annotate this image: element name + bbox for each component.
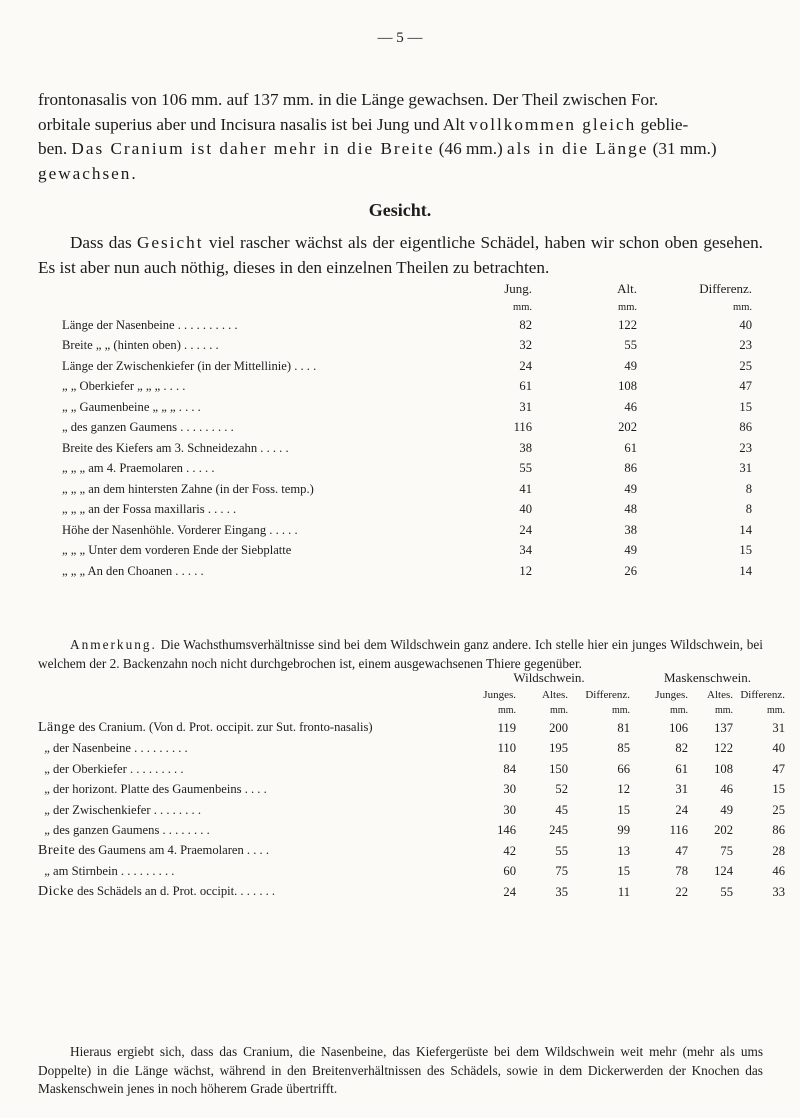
cell-jung: 40 xyxy=(519,502,532,517)
page-number: — 5 — xyxy=(377,30,423,46)
cell-alt: 61 xyxy=(624,440,637,455)
cell-jung: 82 xyxy=(519,317,532,332)
cell-value: 60 xyxy=(503,864,516,879)
cell-value: 13 xyxy=(617,843,630,858)
cell-value: 84 xyxy=(503,761,516,776)
cell-value: 106 xyxy=(669,720,688,735)
cell-value: 85 xyxy=(617,741,630,756)
cell-value: 86 xyxy=(772,823,785,838)
cell-diff: 31 xyxy=(739,461,752,476)
table-row xyxy=(62,459,752,480)
face-paragraph: Dass das Gesicht viel rascher wächst als der eigentliche Schädel, haben wir schon oben gesehen. Es ist aber nun auch nöthig, dieses in den einzelnen Theilen zu betrachten. xyxy=(38,233,763,277)
row-label: „ der Nasenbeine . . . . . . . . . xyxy=(38,741,188,756)
cell-value: 35 xyxy=(555,884,568,899)
cell-diff: 8 xyxy=(745,502,752,517)
table-row xyxy=(62,377,752,398)
row-label: „ am Stirnbein . . . . . . . . . xyxy=(38,864,175,879)
cell-diff: 15 xyxy=(739,543,752,558)
cell-diff: 14 xyxy=(739,563,752,578)
table-row xyxy=(38,841,785,862)
row-label: „ „ „ am 4. Praemolaren . . . . . xyxy=(62,461,215,476)
cell-jung: 24 xyxy=(519,522,532,537)
cell-jung: 61 xyxy=(519,379,532,394)
row-label: Breite des Kiefers am 3. Schneidezahn . . . . . xyxy=(62,440,289,455)
cell-value: 49 xyxy=(720,802,733,817)
table-row xyxy=(62,500,752,521)
cell-value: 12 xyxy=(617,782,630,797)
intro-paragraph: frontonasalis von 106 mm. auf 137 mm. in die Länge gewachsen. Der Theil zwischen For. orbitale superius aber und Incisura nasalis ist bei Jung und Alt vollkommen gleich geblie- ben. Das Cranium ist daher mehr in die Breite (46 mm.) als in die Länge (31 mm.) gewachsen. xyxy=(38,90,717,183)
table-row xyxy=(62,561,752,582)
cell-value: 46 xyxy=(772,864,785,879)
cell-value: 45 xyxy=(555,802,568,817)
cell-value: 31 xyxy=(772,720,785,735)
cell-alt: 49 xyxy=(624,358,637,373)
cell-value: 42 xyxy=(503,843,516,858)
cell-value: 116 xyxy=(669,823,688,838)
cell-value: 200 xyxy=(549,720,568,735)
row-label: „ der horizont. Platte des Gaumenbeins . . . . xyxy=(38,782,267,797)
table-row xyxy=(62,397,752,418)
row-label: „ des ganzen Gaumens . . . . . . . . . xyxy=(62,420,234,435)
cell-value: 11 xyxy=(617,884,630,899)
cell-alt: 46 xyxy=(624,399,637,414)
table-row xyxy=(38,739,785,760)
table-row xyxy=(38,800,785,821)
cell-diff: 86 xyxy=(739,420,752,435)
cell-value: 75 xyxy=(720,843,733,858)
cell-value: 202 xyxy=(714,823,733,838)
cell-value: 150 xyxy=(549,761,568,776)
table-row xyxy=(62,479,752,500)
face-measurements-table: Jung. Alt. Differenz. mm. mm. mm. Länge der Nasenbeine . . . . . . . . . . 82 122 40 Breite „ „ (hinten oben) . . . . . . 32 55 23 Länge der Zwischenkiefer (in der Mittellinie) . . . . 24 49 25 „ „ Oberkiefer „ „ „ . . . . 61 108 47 „ „ Gaumenbeine „ „ „ . . . . 31 46 15 „ des ganzen Gaumens . . . . . . . . . 116 202 86 Breite des Kiefers am 3. Schneidezahn . . . . . 38 61 23 „ „ „ am 4. Praemolaren . . . . . 55 86 31 „ „ „ an dem hintersten Zahne (in der Foss. temp.) 41 49 8 „ „ „ an der Fossa maxillaris . . . . . 40 48 8 Höhe der Nasenhöhle. Vorderer Eingang . . . . . 24 38 14 „ „ „ Unter dem vorderen Ende der Siebplatte 34 49 15 „ „ „ An den Choanen . . . . . 12 26 14 xyxy=(62,278,752,582)
cell-value: 245 xyxy=(549,823,568,838)
row-label: Höhe der Nasenhöhle. Vorderer Eingang . . . . . xyxy=(62,522,298,537)
cell-diff: 40 xyxy=(739,317,752,332)
comparison-table: Wildschwein. Maskenschwein. Junges. Altes. Differenz. Junges. Altes. Differenz. mm. mm. mm. mm. mm. mm. Länge des Cranium. (Von d. Prot. occipit. zur Sut. fronto-nasalis) 119 200 81 106 137 31 „ der Nasenbeine . . . . . . . . . 110 195 85 82 122 40 „ der Oberkiefer . . . . . . . . . 84 150 66 61 108 47 „ der horizont. Platte des Gaumenbeins . . . . 30 52 12 31 46 15 „ der Zwischenkiefer . . . . . . . . 30 45 15 24 49 25 „ des ganzen Gaumens . . . . . . . . 146 245 99 116 202 86 Breite des Gaumens am 4. Praemolaren . . . . 42 55 13 47 75 28 „ am Stirnbein . . . . . . . . . 60 75 15 78 124 46 Dicke des Schädels an d. Prot. occipit. . . . . . . 24 35 11 22 55 33 xyxy=(38,668,785,903)
table-row xyxy=(38,882,785,903)
cell-value: 15 xyxy=(617,802,630,817)
cell-value: 15 xyxy=(617,864,630,879)
cell-value: 52 xyxy=(555,782,568,797)
cell-value: 99 xyxy=(617,823,630,838)
row-label: „ „ „ Unter dem vorderen Ende der Siebplatte xyxy=(62,543,292,558)
cell-value: 30 xyxy=(503,782,516,797)
cell-value: 40 xyxy=(772,741,785,756)
cell-value: 108 xyxy=(714,761,733,776)
row-label: Breite des Gaumens am 4. Praemolaren . . . . xyxy=(38,843,269,859)
table-row xyxy=(62,520,752,541)
cell-alt: 49 xyxy=(624,481,637,496)
cell-alt: 86 xyxy=(624,461,637,476)
table-row xyxy=(38,862,785,883)
cell-value: 15 xyxy=(772,782,785,797)
row-label: „ des ganzen Gaumens . . . . . . . . xyxy=(38,823,210,838)
cell-value: 46 xyxy=(720,782,733,797)
cell-jung: 38 xyxy=(519,440,532,455)
cell-diff: 47 xyxy=(739,379,752,394)
cell-value: 75 xyxy=(555,864,568,879)
table-row xyxy=(62,541,752,562)
cell-jung: 31 xyxy=(519,399,532,414)
row-label: „ „ „ an dem hintersten Zahne (in der Foss. temp.) xyxy=(62,481,314,496)
cell-value: 137 xyxy=(714,720,733,735)
row-label: „ „ Gaumenbeine „ „ „ . . . . xyxy=(62,399,201,414)
table-row xyxy=(38,759,785,780)
conclusion-paragraph: Hieraus ergiebt sich, dass das Cranium, die Nasenbeine, das Kiefergerüste bei dem Wildschwein weit mehr (mehr als ums Doppelte) in die Länge wächst, während in den Breitenverhältnissen des Schädels, sowie in dem Dickerwerden der Knochen das Maskenschwein jenes in noch höherem Grade übertrifft. xyxy=(38,1044,763,1096)
cell-value: 28 xyxy=(772,843,785,858)
cell-value: 25 xyxy=(772,802,785,817)
cell-alt: 108 xyxy=(618,379,637,394)
cell-value: 24 xyxy=(503,884,516,899)
cell-diff: 23 xyxy=(739,440,752,455)
table-row xyxy=(38,780,785,801)
table-row xyxy=(38,821,785,842)
row-label: Länge der Zwischenkiefer (in der Mittellinie) . . . . xyxy=(62,358,317,373)
cell-value: 24 xyxy=(675,802,688,817)
cell-diff: 8 xyxy=(745,481,752,496)
cell-value: 55 xyxy=(555,843,568,858)
table-row xyxy=(62,438,752,459)
row-label: „ der Zwischenkiefer . . . . . . . . xyxy=(38,802,201,817)
cell-value: 66 xyxy=(617,761,630,776)
cell-value: 82 xyxy=(675,741,688,756)
row-label: „ „ Oberkiefer „ „ „ . . . . xyxy=(62,379,186,394)
cell-alt: 38 xyxy=(624,522,637,537)
cell-jung: 41 xyxy=(519,481,532,496)
table-row xyxy=(62,315,752,336)
section-heading: Gesicht. xyxy=(368,200,432,220)
cell-jung: 32 xyxy=(519,338,532,353)
cell-value: 146 xyxy=(497,823,516,838)
cell-diff: 25 xyxy=(739,358,752,373)
cell-value: 119 xyxy=(497,720,516,735)
cell-jung: 55 xyxy=(519,461,532,476)
cell-value: 22 xyxy=(675,884,688,899)
note-paragraph: Anmerkung. Die Wachsthumsverhältnisse sind bei dem Wildschwein ganz andere. Ich stelle hier ein junges Wildschwein, bei welchem der 2. Backenzahn noch nicht durchgebrochen ist, einem ausgewachsenen Thiere gegenüber. xyxy=(38,637,763,671)
cell-value: 30 xyxy=(503,802,516,817)
cell-value: 33 xyxy=(772,884,785,899)
table-row xyxy=(62,356,752,377)
cell-diff: 15 xyxy=(739,399,752,414)
table-row xyxy=(62,418,752,439)
cell-value: 31 xyxy=(675,782,688,797)
cell-diff: 14 xyxy=(739,522,752,537)
cell-value: 47 xyxy=(675,843,688,858)
cell-alt: 49 xyxy=(624,543,637,558)
cell-alt: 26 xyxy=(624,563,637,578)
row-label: „ der Oberkiefer . . . . . . . . . xyxy=(38,761,184,776)
cell-value: 47 xyxy=(772,761,785,776)
cell-jung: 24 xyxy=(519,358,532,373)
cell-value: 61 xyxy=(675,761,688,776)
cell-jung: 116 xyxy=(513,420,532,435)
cell-jung: 12 xyxy=(519,563,532,578)
table-row xyxy=(38,718,785,739)
cell-value: 124 xyxy=(714,864,733,879)
cell-value: 195 xyxy=(549,741,568,756)
row-label: Breite „ „ (hinten oben) . . . . . . xyxy=(62,338,219,353)
row-label: Länge des Cranium. (Von d. Prot. occipit. zur Sut. fronto-nasalis) xyxy=(38,720,373,736)
cell-diff: 23 xyxy=(739,338,752,353)
cell-alt: 122 xyxy=(618,317,637,332)
cell-value: 110 xyxy=(497,741,516,756)
cell-value: 81 xyxy=(617,720,630,735)
cell-alt: 202 xyxy=(618,420,637,435)
row-label: „ „ „ an der Fossa maxillaris . . . . . xyxy=(62,502,237,517)
cell-jung: 34 xyxy=(519,543,532,558)
table-row xyxy=(62,336,752,357)
cell-value: 122 xyxy=(714,741,733,756)
row-label: Dicke des Schädels an d. Prot. occipit. . . . . . . xyxy=(38,884,276,900)
row-label: „ „ „ An den Choanen . . . . . xyxy=(62,563,204,578)
row-label: Länge der Nasenbeine . . . . . . . . . . xyxy=(62,317,238,332)
cell-value: 55 xyxy=(720,884,733,899)
cell-alt: 48 xyxy=(624,502,637,517)
cell-value: 78 xyxy=(675,864,688,879)
cell-alt: 55 xyxy=(624,338,637,353)
